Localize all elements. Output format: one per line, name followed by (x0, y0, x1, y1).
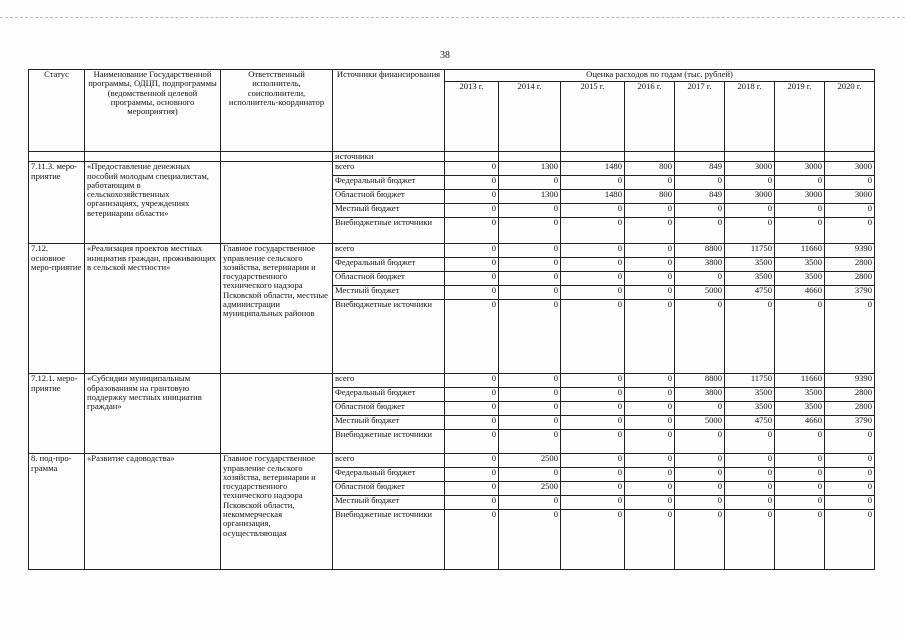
cell-value: 0 (561, 244, 625, 258)
row-name: «Субсидии муниципальным образованиям на грантовую поддержку местных инициатив граждан» (85, 374, 221, 454)
cell-value: 0 (561, 496, 625, 510)
cell-value: 0 (561, 402, 625, 416)
cell-value: 849 (675, 162, 725, 176)
carry-executor (221, 152, 333, 162)
row-status: 7.12.1. меро-приятие (29, 374, 85, 454)
cell-value: 0 (825, 454, 875, 468)
cell-value: 8800 (675, 374, 725, 388)
header-year: 2018 г. (725, 82, 775, 152)
cell-value: 0 (725, 430, 775, 454)
row-source: Областной бюджет (333, 402, 445, 416)
cell-value: 800 (625, 190, 675, 204)
cell-value: 0 (675, 430, 725, 454)
cell-value: 0 (445, 218, 499, 244)
cell-value: 0 (499, 286, 561, 300)
cell-value: 3500 (775, 388, 825, 402)
cell-value: 0 (725, 454, 775, 468)
cell-value: 0 (625, 482, 675, 496)
row-source: Федеральный бюджет (333, 176, 445, 190)
cell-value: 0 (561, 468, 625, 482)
cell-value: 0 (775, 482, 825, 496)
row-source: Местный бюджет (333, 286, 445, 300)
cell-value: 2500 (499, 482, 561, 496)
cell-value: 0 (499, 468, 561, 482)
cell-value: 1300 (499, 162, 561, 176)
cell-value: 0 (725, 204, 775, 218)
row-source: всего (333, 374, 445, 388)
cell-value: 0 (499, 176, 561, 190)
cell-value: 0 (499, 388, 561, 402)
row-source: Внебюджетные источники (333, 300, 445, 374)
cell-value: 0 (561, 176, 625, 190)
cell-value: 2500 (499, 454, 561, 468)
row-source: Областной бюджет (333, 190, 445, 204)
cell-value: 5000 (675, 416, 725, 430)
cell-value: 2800 (825, 388, 875, 402)
cell-value: 0 (499, 510, 561, 570)
cell-value: 1300 (499, 190, 561, 204)
cell-value: 0 (675, 454, 725, 468)
cell-value: 3800 (675, 388, 725, 402)
cell-value: 0 (445, 510, 499, 570)
cell-value: 0 (625, 468, 675, 482)
cell-value: 1480 (561, 190, 625, 204)
cell-value: 0 (775, 218, 825, 244)
cell-value: 5000 (675, 286, 725, 300)
cell-value: 0 (725, 300, 775, 374)
cell-value: 0 (775, 454, 825, 468)
cell-value: 0 (825, 204, 875, 218)
cell-value: 0 (825, 300, 875, 374)
cell-value: 0 (825, 430, 875, 454)
page-number: 38 (440, 50, 450, 61)
cell-value: 0 (625, 430, 675, 454)
cell-value: 0 (825, 176, 875, 190)
cell-value: 0 (499, 204, 561, 218)
header-year: 2017 г. (675, 82, 725, 152)
cell-value: 3000 (725, 162, 775, 176)
cell-value: 0 (775, 510, 825, 570)
header-name: Наименование Государственной программы, ОДЦП, подпрограммы (ведомственной целевой программы, основного мероприятия) (85, 70, 221, 152)
table-row (29, 244, 875, 258)
cell-value: 3500 (725, 272, 775, 286)
row-source: Федеральный бюджет (333, 258, 445, 272)
row-executor (221, 162, 333, 244)
cell-value: 0 (675, 218, 725, 244)
page-top-edge (0, 17, 905, 18)
cell-value: 0 (625, 272, 675, 286)
cell-value: 0 (625, 244, 675, 258)
cell-value: 0 (825, 482, 875, 496)
cell-value: 0 (561, 272, 625, 286)
cell-value: 0 (675, 204, 725, 218)
cell-value: 0 (499, 430, 561, 454)
row-source: Внебюджетные источники (333, 430, 445, 454)
table-row (29, 374, 875, 388)
table-row (29, 162, 875, 176)
cell-value: 11750 (725, 374, 775, 388)
cell-value: 0 (499, 402, 561, 416)
cell-value: 1480 (561, 162, 625, 176)
cell-value: 3000 (825, 190, 875, 204)
cell-value: 0 (625, 300, 675, 374)
cell-value: 0 (561, 300, 625, 374)
cell-value: 0 (561, 454, 625, 468)
cell-value: 0 (725, 218, 775, 244)
row-status: 7.12. основное меро-приятие (29, 244, 85, 374)
cell-value: 0 (625, 218, 675, 244)
cell-value: 0 (561, 286, 625, 300)
cell-value: 3500 (775, 402, 825, 416)
row-source: Областной бюджет (333, 482, 445, 496)
cell-value: 0 (499, 416, 561, 430)
cell-value: 0 (445, 300, 499, 374)
cell-value: 0 (775, 430, 825, 454)
cell-value: 3500 (725, 258, 775, 272)
cell-value: 0 (625, 176, 675, 190)
cell-value: 0 (445, 374, 499, 388)
cell-value: 3500 (725, 402, 775, 416)
cell-value: 3500 (725, 388, 775, 402)
cell-value: 0 (499, 272, 561, 286)
cell-value: 3790 (825, 286, 875, 300)
cell-value: 0 (499, 258, 561, 272)
cell-value: 0 (775, 468, 825, 482)
cell-value: 0 (561, 430, 625, 454)
cell-value: 0 (675, 510, 725, 570)
cell-value: 849 (675, 190, 725, 204)
cell-value: 0 (445, 176, 499, 190)
cell-value: 0 (725, 510, 775, 570)
row-source: всего (333, 244, 445, 258)
cell-value: 9390 (825, 244, 875, 258)
cell-value: 4660 (775, 286, 825, 300)
row-name: «Предоставление денежных пособий молодым специалистам, работающим в сельскохозяйственных организациях, учреждениях ветеринарии области» (85, 162, 221, 244)
cell-value: 0 (625, 496, 675, 510)
cell-value: 0 (445, 416, 499, 430)
cell-value: 0 (445, 272, 499, 286)
cell-value: 0 (561, 374, 625, 388)
row-source: Областной бюджет (333, 272, 445, 286)
cell-value: 0 (445, 286, 499, 300)
header-status: Статус (29, 70, 85, 152)
cell-value: 0 (625, 510, 675, 570)
cell-value: 0 (561, 204, 625, 218)
row-source: Местный бюджет (333, 416, 445, 430)
cell-value: 0 (675, 176, 725, 190)
cell-value: 0 (725, 176, 775, 190)
cell-value: 0 (561, 388, 625, 402)
cell-value: 3500 (775, 258, 825, 272)
cell-value: 0 (775, 300, 825, 374)
cell-value: 0 (625, 204, 675, 218)
cell-value: 0 (675, 300, 725, 374)
cell-value: 3800 (675, 258, 725, 272)
row-source: всего (333, 454, 445, 468)
cell-value: 2800 (825, 402, 875, 416)
header-year: 2016 г. (625, 82, 675, 152)
cell-value: 0 (561, 510, 625, 570)
cell-value: 3000 (725, 190, 775, 204)
cell-value: 3790 (825, 416, 875, 430)
cell-value: 0 (625, 402, 675, 416)
cell-value: 0 (825, 510, 875, 570)
row-name: «Развитие садоводства» (85, 454, 221, 570)
row-executor: Главное государственное управление сельского хозяйства, ветеринарии и государственного технического надзора Псковской области, местные администрации муниципальных районов (221, 244, 333, 374)
cell-value: 0 (561, 258, 625, 272)
cell-value: 3500 (775, 272, 825, 286)
row-status: 8. под-про-грамма (29, 454, 85, 570)
cell-value: 0 (775, 496, 825, 510)
row-status: 7.11.3. меро-приятие (29, 162, 85, 244)
cell-value: 0 (725, 482, 775, 496)
cell-value: 0 (725, 468, 775, 482)
cell-value: 0 (445, 468, 499, 482)
cell-value: 0 (625, 416, 675, 430)
cell-value: 0 (625, 388, 675, 402)
row-source: Местный бюджет (333, 496, 445, 510)
header-executor: Ответственный исполнитель, соисполнители, исполнитель-координатор (221, 70, 333, 152)
cell-value: 0 (825, 218, 875, 244)
row-source: Внебюджетные источники (333, 218, 445, 244)
cell-value: 11660 (775, 374, 825, 388)
header-year: 2015 г. (561, 82, 625, 152)
cell-value: 11660 (775, 244, 825, 258)
cell-value: 0 (625, 258, 675, 272)
cell-value: 2800 (825, 258, 875, 272)
cell-value: 0 (775, 176, 825, 190)
cell-value: 0 (825, 496, 875, 510)
cell-value: 0 (675, 402, 725, 416)
cell-value: 0 (499, 244, 561, 258)
row-source: Федеральный бюджет (333, 468, 445, 482)
cell-value: 0 (675, 496, 725, 510)
header-sources: Источники финансирования (333, 70, 445, 152)
cell-value: 0 (445, 496, 499, 510)
table-row (29, 454, 875, 468)
cell-value: 0 (445, 204, 499, 218)
header-costs: Оценка расходов по годам (тыс. рублей) (445, 70, 875, 82)
cell-value: 0 (775, 204, 825, 218)
cell-value: 0 (445, 258, 499, 272)
header-year: 2020 г. (825, 82, 875, 152)
row-executor (221, 374, 333, 454)
cell-value: 0 (561, 218, 625, 244)
cell-value: 11750 (725, 244, 775, 258)
cell-value: 0 (499, 374, 561, 388)
row-source: Внебюджетные источники (333, 510, 445, 570)
cell-value: 0 (561, 482, 625, 496)
cell-value: 0 (499, 218, 561, 244)
cell-value: 0 (725, 496, 775, 510)
cell-value: 0 (675, 468, 725, 482)
row-source: Федеральный бюджет (333, 388, 445, 402)
budget-table (28, 69, 875, 570)
cell-value: 800 (625, 162, 675, 176)
cell-value: 0 (625, 454, 675, 468)
cell-value: 0 (445, 430, 499, 454)
cell-value: 0 (445, 244, 499, 258)
cell-value: 0 (445, 402, 499, 416)
header-year: 2014 г. (499, 82, 561, 152)
cell-value: 0 (445, 162, 499, 176)
cell-value: 0 (499, 496, 561, 510)
cell-value: 8800 (675, 244, 725, 258)
row-source: всего (333, 162, 445, 176)
cell-value: 3000 (775, 162, 825, 176)
header-year: 2013 г. (445, 82, 499, 152)
cell-value: 0 (625, 374, 675, 388)
cell-value: 9390 (825, 374, 875, 388)
cell-value: 3000 (775, 190, 825, 204)
cell-value: 0 (675, 272, 725, 286)
carry-status (29, 152, 85, 162)
cell-value: 0 (675, 482, 725, 496)
row-name: «Реализация проектов местных инициатив граждан, проживающих в сельской местности» (85, 244, 221, 374)
row-source: Местный бюджет (333, 204, 445, 218)
cell-value: 0 (499, 300, 561, 374)
cell-value: 0 (445, 454, 499, 468)
cell-value: 4660 (775, 416, 825, 430)
carry-source: источники (333, 152, 445, 162)
cell-value: 0 (445, 190, 499, 204)
cell-value: 4750 (725, 416, 775, 430)
cell-value: 3000 (825, 162, 875, 176)
cell-value: 0 (445, 388, 499, 402)
carry-name (85, 152, 221, 162)
cell-value: 0 (825, 468, 875, 482)
cell-value: 0 (445, 482, 499, 496)
cell-value: 2800 (825, 272, 875, 286)
cell-value: 4750 (725, 286, 775, 300)
header-year: 2019 г. (775, 82, 825, 152)
cell-value: 0 (561, 416, 625, 430)
row-executor: Главное государственное управление сельского хозяйства, ветеринарии и государственного технического надзора Псковской области, некоммерческая организация, осуществляющая (221, 454, 333, 570)
cell-value: 0 (625, 286, 675, 300)
